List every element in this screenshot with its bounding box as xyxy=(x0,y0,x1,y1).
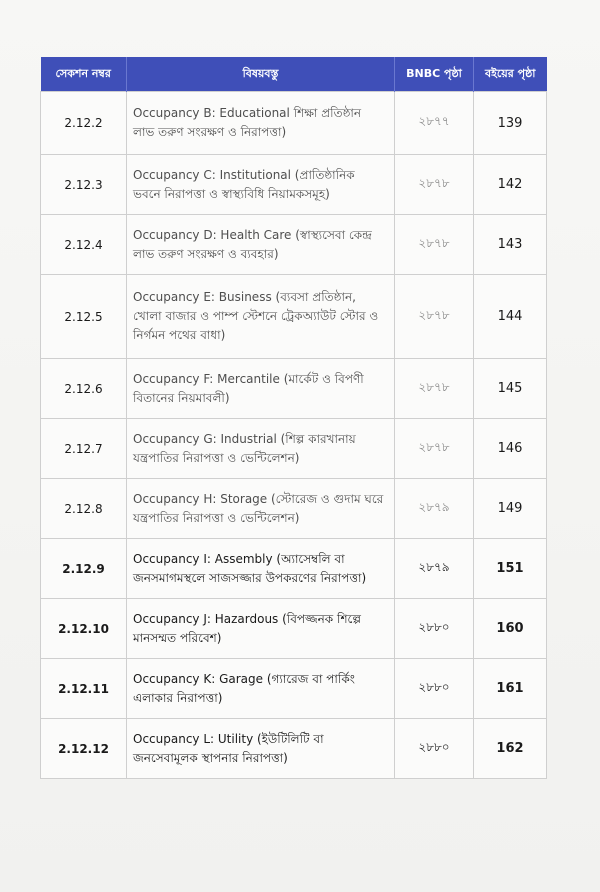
section-number: 2.12.12 xyxy=(41,719,127,779)
book-page-number: 146 xyxy=(474,419,547,479)
section-number: 2.12.9 xyxy=(41,539,127,599)
bnbc-page: ২৮৭৮ xyxy=(395,155,474,215)
bnbc-page: ২৮৭৮ xyxy=(395,275,474,359)
bnbc-page: ২৮৮০ xyxy=(395,599,474,659)
topic-text: Occupancy J: Hazardous (বিপজ্জনক শিল্পে মানসম্মত পরিবেশ) xyxy=(127,599,395,659)
book-page-number: 151 xyxy=(474,539,547,599)
table-row xyxy=(41,479,547,539)
section-number: 2.12.2 xyxy=(41,92,127,155)
table-row xyxy=(41,719,547,779)
bnbc-page: ২৮৮০ xyxy=(395,659,474,719)
book-page-number: 160 xyxy=(474,599,547,659)
table-row xyxy=(41,155,547,215)
section-number: 2.12.7 xyxy=(41,419,127,479)
table-row xyxy=(41,275,547,359)
table-row xyxy=(41,215,547,275)
table-header-row xyxy=(41,57,547,92)
section-number: 2.12.8 xyxy=(41,479,127,539)
section-number: 2.12.5 xyxy=(41,275,127,359)
section-number: 2.12.4 xyxy=(41,215,127,275)
bnbc-page: ২৮৭৮ xyxy=(395,359,474,419)
header-book-page: বইয়ের পৃষ্ঠা xyxy=(474,57,547,92)
bnbc-page: ২৮৮০ xyxy=(395,719,474,779)
topic-text: Occupancy C: Institutional (প্রাতিষ্ঠানিক ভবনে নিরাপত্তা ও স্বাস্থ্যবিধি নিয়ামকসমূহ) xyxy=(127,155,395,215)
topic-text: Occupancy B: Educational শিক্ষা প্রতিষ্ঠান লাভ তরুণ সংরক্ষণ ও নিরাপত্তা) xyxy=(127,92,395,155)
book-page-number: 144 xyxy=(474,275,547,359)
book-page-number: 162 xyxy=(474,719,547,779)
section-number: 2.12.6 xyxy=(41,359,127,419)
bnbc-page: ২৮৭৭ xyxy=(395,92,474,155)
book-page-number: 149 xyxy=(474,479,547,539)
table-row xyxy=(41,539,547,599)
table-row xyxy=(41,359,547,419)
section-number: 2.12.11 xyxy=(41,659,127,719)
topic-text: Occupancy G: Industrial (শিল্প কারখানায় যন্ত্রপাতির নিরাপত্তা ও ভেন্টিলেশন) xyxy=(127,419,395,479)
bnbc-page: ২৮৭৮ xyxy=(395,419,474,479)
header-section-number: সেকশন নম্বর xyxy=(41,57,127,92)
bnbc-page: ২৮৭৯ xyxy=(395,539,474,599)
book-page-number: 143 xyxy=(474,215,547,275)
table-row xyxy=(41,659,547,719)
section-number: 2.12.3 xyxy=(41,155,127,215)
header-bnbc-page: BNBC পৃষ্ঠা xyxy=(395,57,474,92)
topic-text: Occupancy H: Storage (স্টোরেজ ও গুদাম ঘরে যন্ত্রপাতির নিরাপত্তা ও ভেন্টিলেশন) xyxy=(127,479,395,539)
header-topic: বিষয়বস্তু xyxy=(127,57,395,92)
table-row xyxy=(41,92,547,155)
book-page-number: 161 xyxy=(474,659,547,719)
topic-text: Occupancy E: Business (ব্যবসা প্রতিষ্ঠান, খোলা বাজার ও পাম্প স্টেশনে ট্রেকঅ্যাউট স্টোর ও নির্গমন পথের বাধা) xyxy=(127,275,395,359)
table-row xyxy=(41,599,547,659)
topic-text: Occupancy I: Assembly (অ্যাসেম্বলি বা জনসমাগমস্থলে সাজসজ্জার উপকরণের নিরাপত্তা) xyxy=(127,539,395,599)
topic-text: Occupancy L: Utility (ইউটিলিটি বা জনসেবামূলক স্থাপনার নিরাপত্তা) xyxy=(127,719,395,779)
book-page-number: 139 xyxy=(474,92,547,155)
contents-table xyxy=(40,57,547,779)
book-page-number: 145 xyxy=(474,359,547,419)
table-row xyxy=(41,419,547,479)
topic-text: Occupancy F: Mercantile (মার্কেট ও বিপণী বিতানের নিয়মাবলী) xyxy=(127,359,395,419)
bnbc-page: ২৮৭৯ xyxy=(395,479,474,539)
topic-text: Occupancy K: Garage (গ্যারেজ বা পার্কিং এলাকার নিরাপত্তা) xyxy=(127,659,395,719)
bnbc-page: ২৮৭৮ xyxy=(395,215,474,275)
book-page-number: 142 xyxy=(474,155,547,215)
topic-text: Occupancy D: Health Care (স্বাস্থ্যসেবা কেন্দ্র লাভ তরুণ সংরক্ষণ ও ব্যবহার) xyxy=(127,215,395,275)
section-number: 2.12.10 xyxy=(41,599,127,659)
